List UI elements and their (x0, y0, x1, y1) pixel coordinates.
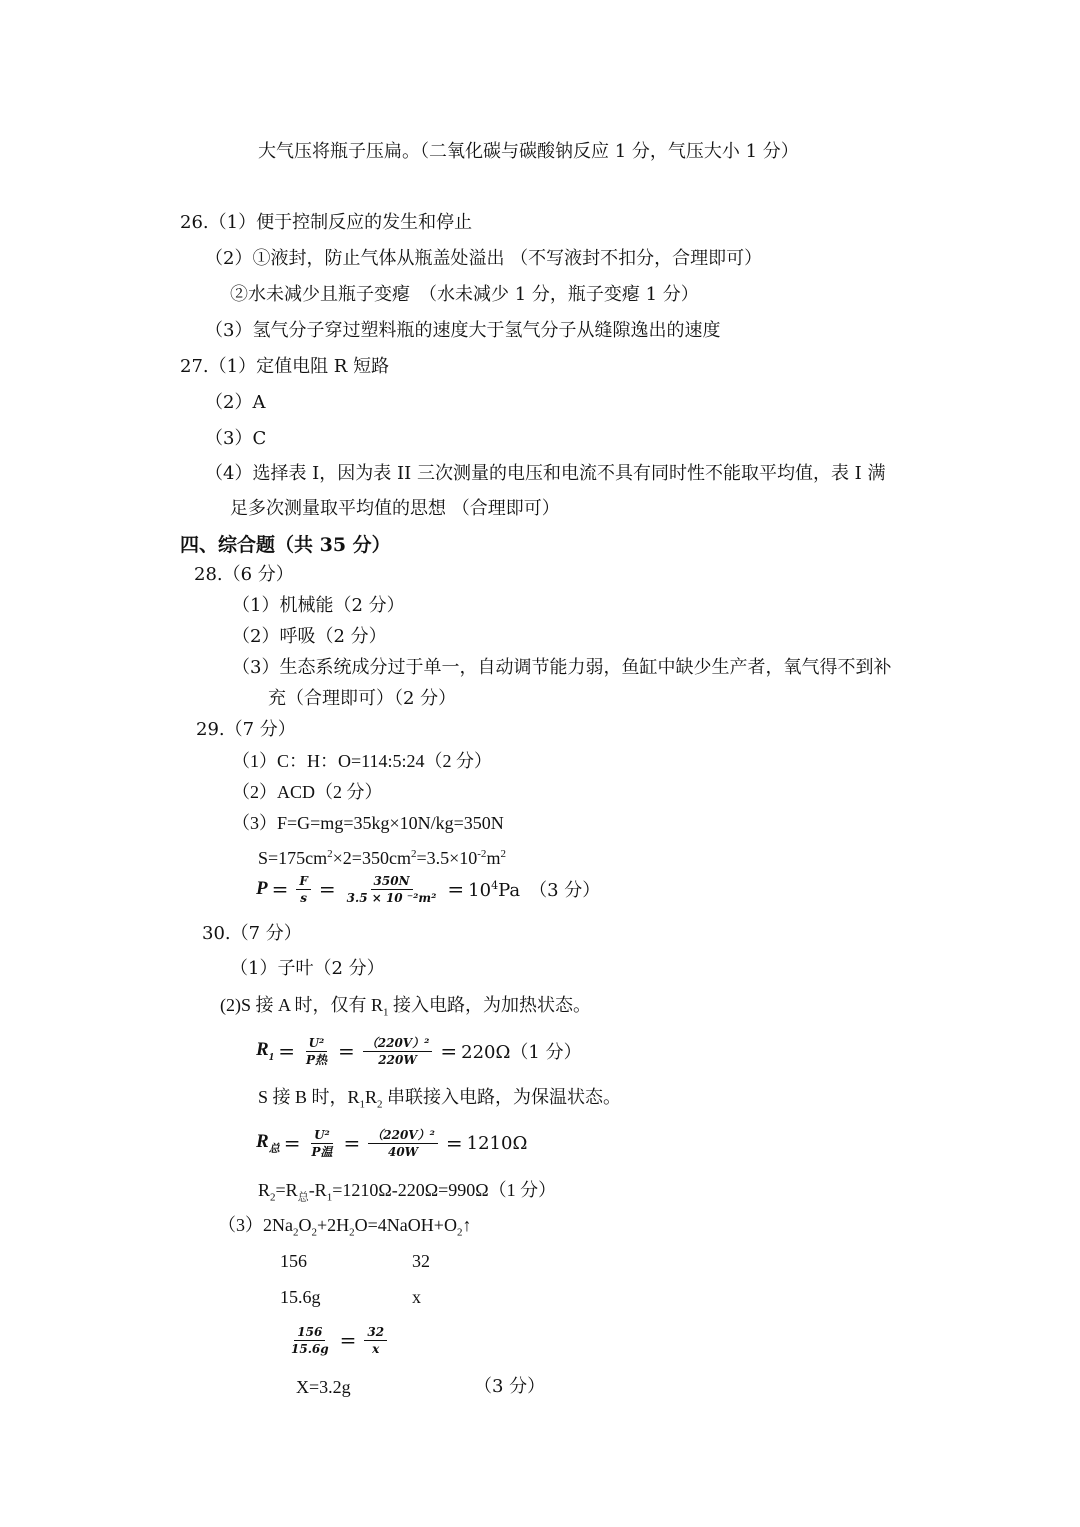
q29-2: （2）ACD（2 分） (232, 782, 383, 802)
q30-2b: S 接 B 时，$R_1R_2$ 串联接入电路，为保温状态。 (258, 1087, 622, 1111)
q29-3-area: $S=175cm^2\times 2=350cm^2=3.5\times 10^{-2}m^2$ (258, 848, 506, 868)
q30-r1-formula: $R_1$ = $\frac{\text{U²}}{\text{P热}}$ = $\frac{\text{（220V）²}}{220W}$ = 220Ω（1 分） (256, 1035, 582, 1067)
fraction: $\frac{350N}{\text{3.5 × 10 ⁻²m²}}$ (346, 873, 437, 905)
result-score: （3 分） (474, 1376, 546, 1397)
q29-1: （1）C：H：O=114:5:24（2 分） (232, 751, 492, 771)
ratio-formula: $\frac{156}{15.6g}$ = $\frac{32}{x}$ (284, 1320, 391, 1360)
mass-15-6g: 15.6g (280, 1287, 321, 1307)
q30-2a: (2)S 接 A 时，仅有 $R_1$ 接入电路，为加热状态。 (220, 995, 592, 1019)
mass-x: x (412, 1287, 421, 1307)
fraction: $\frac{32}{x}$ (364, 1325, 387, 1356)
q27-2: （2）A (205, 392, 266, 413)
text-line: 大气压将瓶子压扁。（二氧化碳与碳酸钠反应 1 分，气压大小 1 分） (258, 141, 799, 162)
q27-4b: 足多次测量取平均值的思想 （合理即可） (230, 498, 560, 519)
q30-title: 30.（7 分） (202, 923, 302, 944)
q28-3b: 充（合理即可）（2 分） (268, 688, 457, 709)
q26-1: 26.（1）便于控制反应的发生和停止 (180, 212, 473, 233)
section-heading: 四、综合题（共 35 分） (180, 534, 391, 556)
q28-1: （1）机械能（2 分） (232, 595, 405, 616)
fraction: $\frac{F}{s}$ (296, 874, 311, 905)
q26-3: （3）氢气分子穿过塑料瓶的速度大于氢气分子从缝隙逸出的速度 (205, 320, 721, 341)
q30-3-equation: $(3)2Na_2O_2+2H_2O=4NaOH+O_2↑$ (218, 1215, 472, 1239)
coef-156: 156 (280, 1251, 307, 1271)
q26-2b: ②水未减少且瓶子变瘪 （水未减少 1 分，瓶子变瘪 1 分） (230, 284, 699, 305)
q29-3a: （3）F=G=mg=35kg×10N/kg=350N (232, 813, 504, 833)
q26-2a: （2）①液封，防止气体从瓶盖处溢出 （不写液封不扣分，合理即可） (205, 248, 763, 269)
coef-32: 32 (412, 1251, 430, 1271)
q28-3a: （3）生态系统成分过于单一，自动调节能力弱，鱼缸中缺少生产者，氧气得不到补 (232, 657, 892, 678)
q30-1: （1）子叶（2 分） (230, 958, 385, 979)
q28-2: （2）呼吸（2 分） (232, 626, 387, 647)
q29-title: 29.（7 分） (196, 719, 296, 740)
q30-rtotal-formula: $R_总$ = $\frac{\text{U²}}{\text{P温}}$ = $\frac{\text{（220V）²}}{40W}$ = 1210Ω (256, 1127, 528, 1159)
fraction: $\frac{\text{U²}}{\text{P温}}$ (311, 1127, 333, 1159)
fraction: $\frac{\text{（220V）²}}{40W}$ (368, 1128, 438, 1159)
fraction: $\frac{156}{15.6g}$ (291, 1324, 329, 1356)
q28-title: 28.（6 分） (194, 564, 294, 585)
q27-4a: （4）选择表 I，因为表 II 三次测量的电压和电流不具有同时性不能取平均值，表 I 满 (205, 463, 886, 484)
q27-3: （3）C (205, 428, 267, 449)
q27-1: 27.（1）定值电阻 R 短路 (180, 356, 390, 377)
q30-r2-line: $R_2=R_总-R_1=1210\Omega-220\Omega=990\Omega(1$ 分） (258, 1180, 557, 1204)
result-x: X=3.2g (296, 1377, 351, 1397)
fraction: $\frac{\text{U²}}{\text{P热}}$ (305, 1035, 327, 1067)
q29-3-pressure-formula: P = $\frac{F}{s}$ = $\frac{350N}{\text{3.5 × 10 ⁻²m²}}$ = $10^4Pa$ （3 分） (256, 873, 601, 905)
fraction: $\frac{\text{（220V）²}}{220W}$ (363, 1036, 433, 1067)
